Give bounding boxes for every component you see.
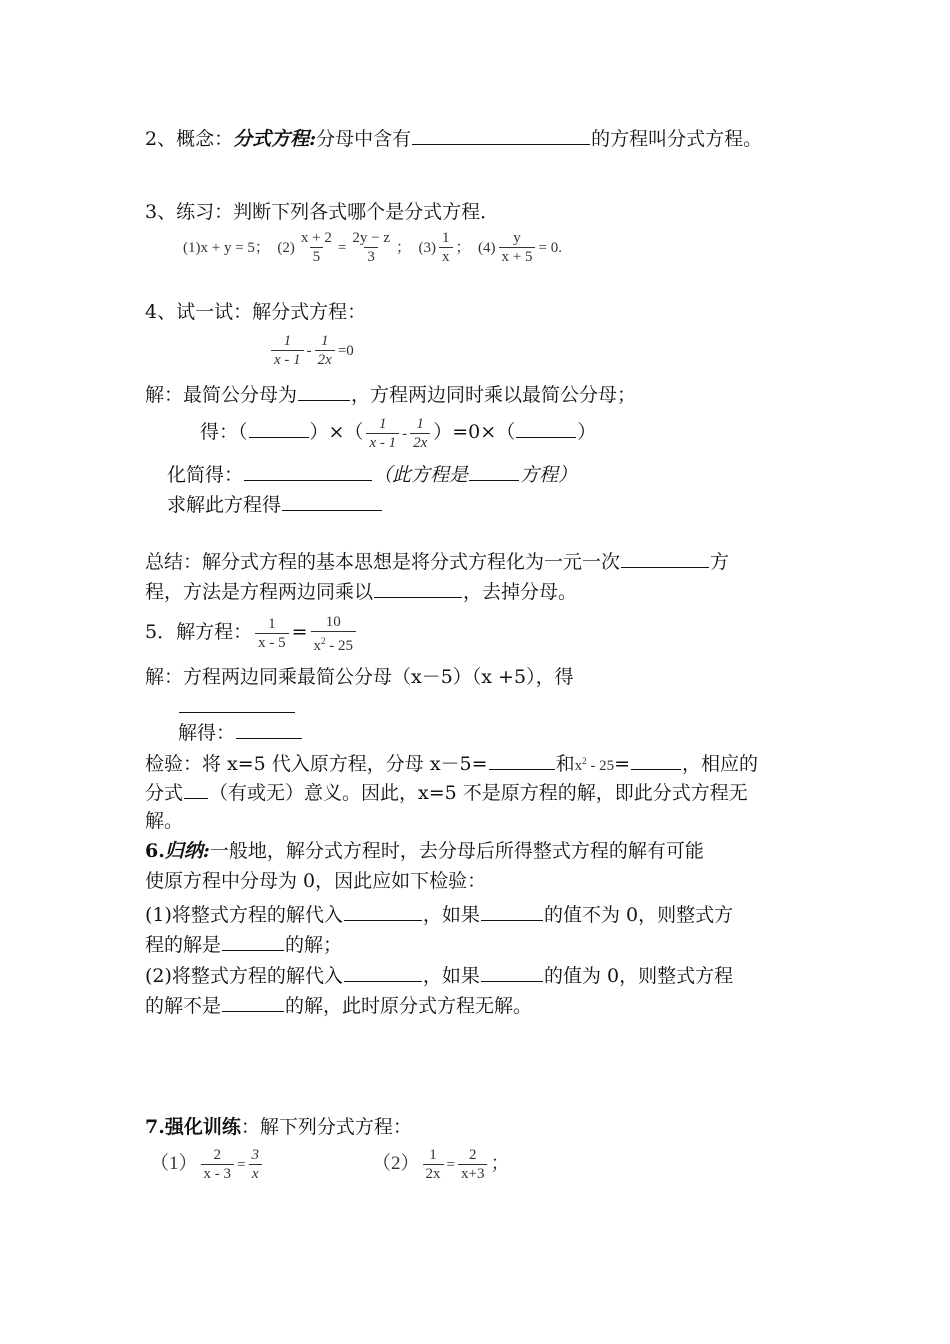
check-line2: 分式 （有或无）意义。因此，x=5 不是原方程的解，即此分式方程无	[145, 776, 748, 808]
item2-frac2: $\frac{2y - z}{3}$	[352, 230, 390, 266]
solve-line1: 解：方程两边同乘最简公分母（x－5）（x +5），得	[145, 666, 574, 688]
multiplier-blank-2[interactable]	[516, 415, 576, 438]
try-line4: 求解此方程得	[167, 488, 383, 520]
solve-line2: 解得：	[178, 716, 303, 748]
solve-result-blank[interactable]	[236, 716, 302, 739]
induction-line2: 使原方程中分母为 0，因此应如下检验：	[145, 870, 487, 892]
eq-type-blank[interactable]	[469, 458, 519, 481]
induction-blank-6[interactable]	[222, 989, 284, 1012]
induction-blank-1[interactable]	[344, 898, 422, 921]
concept-suffix: 的方程叫分式方程。	[591, 128, 763, 150]
summary-blank-2[interactable]	[374, 575, 462, 598]
exercise-items: (1)x + y = 5； (2) $\frac{x + 2}{5}$ = $\frac{2y - z}{3}$ ； (3) $\frac{1}{x}$ ； (4) $\frac{y}{x + 5}$ = 0.	[183, 230, 562, 266]
try-equation: $\frac{1}{x - 1}$ - $\frac{1}{2x}$ =0	[268, 331, 354, 371]
induction-line4: 程的解是 的解；	[145, 928, 342, 960]
summary-blank-1[interactable]	[621, 545, 709, 568]
item2-label: (2)	[277, 240, 295, 256]
check-line3: 解。	[145, 810, 184, 832]
item4-frac: $\frac{y}{x + 5}$	[499, 230, 536, 267]
item1-expr: x + y = 5；	[200, 240, 270, 256]
practice-title: 7.强化训练：解下列分式方程：	[145, 1116, 412, 1138]
concept-term: 分式方程:	[233, 128, 317, 150]
concept-blank[interactable]	[412, 122, 590, 145]
lcd-blank[interactable]	[298, 378, 350, 401]
simplify-blank[interactable]	[244, 458, 372, 481]
concept-line	[145, 122, 762, 154]
induction-blank-2[interactable]	[481, 898, 543, 921]
try-title: 4、试一试：解分式方程：	[145, 301, 367, 323]
check-line: 检验：将 x=5 代入原方程，分母 x－5= 和$x^2 - 25=$ ，相应的	[145, 746, 758, 781]
check-blank-2[interactable]	[631, 747, 681, 770]
try-line1: 解：最简公分母为 ，方程两边同时乘以最简公分母；	[145, 378, 636, 410]
multiplier-blank-1[interactable]	[249, 415, 309, 438]
solve-eq-blank[interactable]	[179, 690, 295, 713]
solve-title: 5．解方程： $\frac{1}{x - 5}$ = $\frac{10}{x^2 - 25}$	[145, 610, 359, 656]
meaning-blank[interactable]	[184, 776, 208, 799]
concept-text: 分母中含有	[316, 128, 412, 150]
item3-frac: $\frac{1}{x}$	[439, 230, 453, 267]
summary-line2: 程，方法是方程两边同乘以 ，去掉分母。	[145, 575, 577, 607]
induction-line5: (2)将整式方程的解代入 ，如果 的值为 0，则整式方程	[145, 959, 733, 991]
exercise-title: 3、练习：判断下列各式哪个是分式方程．	[145, 201, 500, 223]
item2-frac1: $\frac{x + 2}{5}$	[300, 230, 332, 266]
check-blank-1[interactable]	[489, 747, 555, 770]
item4-label: (4)	[478, 240, 496, 256]
practice-problem-1: （1） $\frac{2}{x - 3}$ = $\frac{3}{x}$	[150, 1142, 265, 1187]
practice-problem-2: （2） $\frac{1}{2x}$ = $\frac{2}{x+3}$ ；	[372, 1147, 510, 1183]
try-line3: 化简得： （此方程是 方程）	[167, 458, 577, 490]
item1-label: (1)	[183, 240, 201, 256]
induction-line6: 的解不是 的解，此时原分式方程无解。	[145, 989, 532, 1021]
induction-blank-4[interactable]	[344, 959, 422, 982]
induction-line3: (1)将整式方程的解代入 ，如果 的值不为 0，则整式方	[145, 898, 733, 930]
summary-line1: 总结：解分式方程的基本思想是将分式方程化为一元一次 方	[145, 545, 729, 577]
induction-blank-3[interactable]	[222, 928, 284, 951]
solution-blank[interactable]	[282, 488, 382, 511]
try-line2: 得：（ ）×（ $\frac{1}{x - 1}$ - $\frac{1}{2x}$ ）=0×（ ）	[200, 416, 597, 452]
induction-line1: 6.归纳:一般地，解分式方程时，去分母后所得整式方程的解有可能	[145, 840, 704, 862]
induction-blank-5[interactable]	[481, 959, 543, 982]
item3-label: (3)	[418, 240, 436, 256]
concept-prefix: 2、概念：	[145, 128, 234, 150]
